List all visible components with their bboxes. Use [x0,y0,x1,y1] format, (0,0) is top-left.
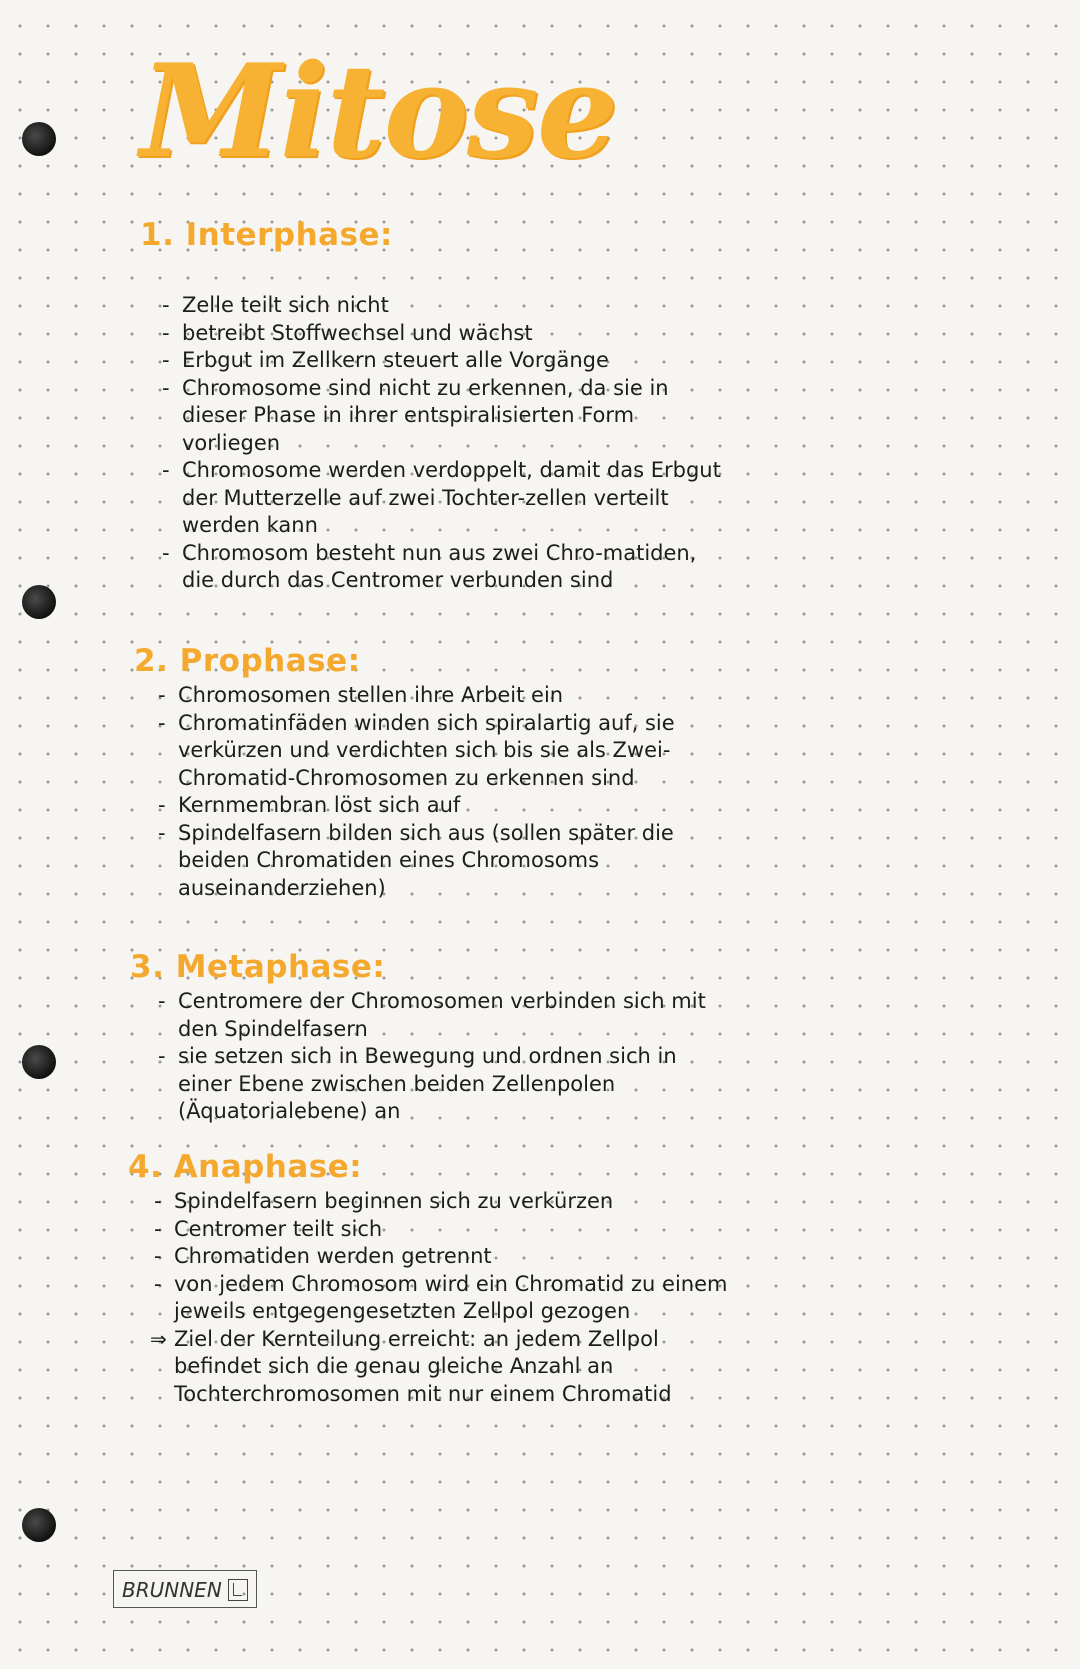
page-title: Mitose [140,37,617,187]
result-item: ⇒ Ziel der Kernteilung erreicht: an jedem Zellpol befindet sich die genau gleiche Anzahl an Tochterchromosomen mit nur einem Chromatid [152,1326,752,1409]
section-heading: 4. Anaphase: [128,1149,363,1185]
bullet-list [160,292,735,595]
list-item: - Chromatiden werden getrennt [152,1243,752,1271]
brand-logo [113,1570,257,1608]
brand-label: BRUNNEN [122,1578,222,1602]
bullet-list [156,988,716,1126]
list-item: - sie setzen sich in Bewegung und ordnen sich in einer Ebene zwischen beiden Zellenpolen (Äquatorialebene) an [156,1043,716,1126]
list-item: - betreibt Stoffwechsel und wächst [160,320,735,348]
bullet-list [152,1188,752,1408]
list-item: - Erbgut im Zellkern steuert alle Vorgänge [160,347,735,375]
section-prophase [0,644,716,902]
section-metaphase [0,950,716,1126]
section-heading: 1. Interphase: [140,217,393,253]
list-item: - Chromosome werden verdoppelt, damit das Erbgut der Mutterzelle auf zwei Tochter-zellen verteilt werden kann [160,457,735,540]
brand-mark-icon [228,1579,248,1601]
list-item: - Centromer teilt sich [152,1216,752,1244]
list-item: - Chromosome sind nicht zu erkennen, da sie in dieser Phase in ihrer entspiralisierten Form vorliegen [160,375,735,458]
list-item: - Spindelfasern beginnen sich zu verkürzen [152,1188,752,1216]
list-item: - Chromosomen stellen ihre Arbeit ein [156,682,716,710]
list-item: - Chromatinfäden winden sich spiralartig auf, sie verkürzen und verdichten sich bis sie als Zwei-Chromatid-Chromosomen zu erkennen sind [156,710,716,793]
list-item: - Chromosom besteht nun aus zwei Chro-matiden, die durch das Centromer verbunden sind [160,540,735,595]
bullet-list [156,682,716,902]
punch-hole [22,122,56,156]
list-item: - Spindelfasern bilden sich aus (sollen später die beiden Chromatiden eines Chromosoms auseinanderziehen) [156,820,716,903]
list-item: - von jedem Chromosom wird ein Chromatid zu einem jeweils entgegengesetzten Zellpol gezogen [152,1271,752,1326]
section-heading: 3. Metaphase: [130,949,386,985]
section-heading: 2. Prophase: [134,643,361,679]
list-item: - Zelle teilt sich nicht [160,292,735,320]
section-interphase [0,218,735,595]
list-item: - Kernmembran löst sich auf [156,792,716,820]
list-item: - Centromere der Chromosomen verbinden sich mit den Spindelfasern [156,988,716,1043]
punch-hole [22,1508,56,1542]
section-anaphase [0,1150,752,1408]
